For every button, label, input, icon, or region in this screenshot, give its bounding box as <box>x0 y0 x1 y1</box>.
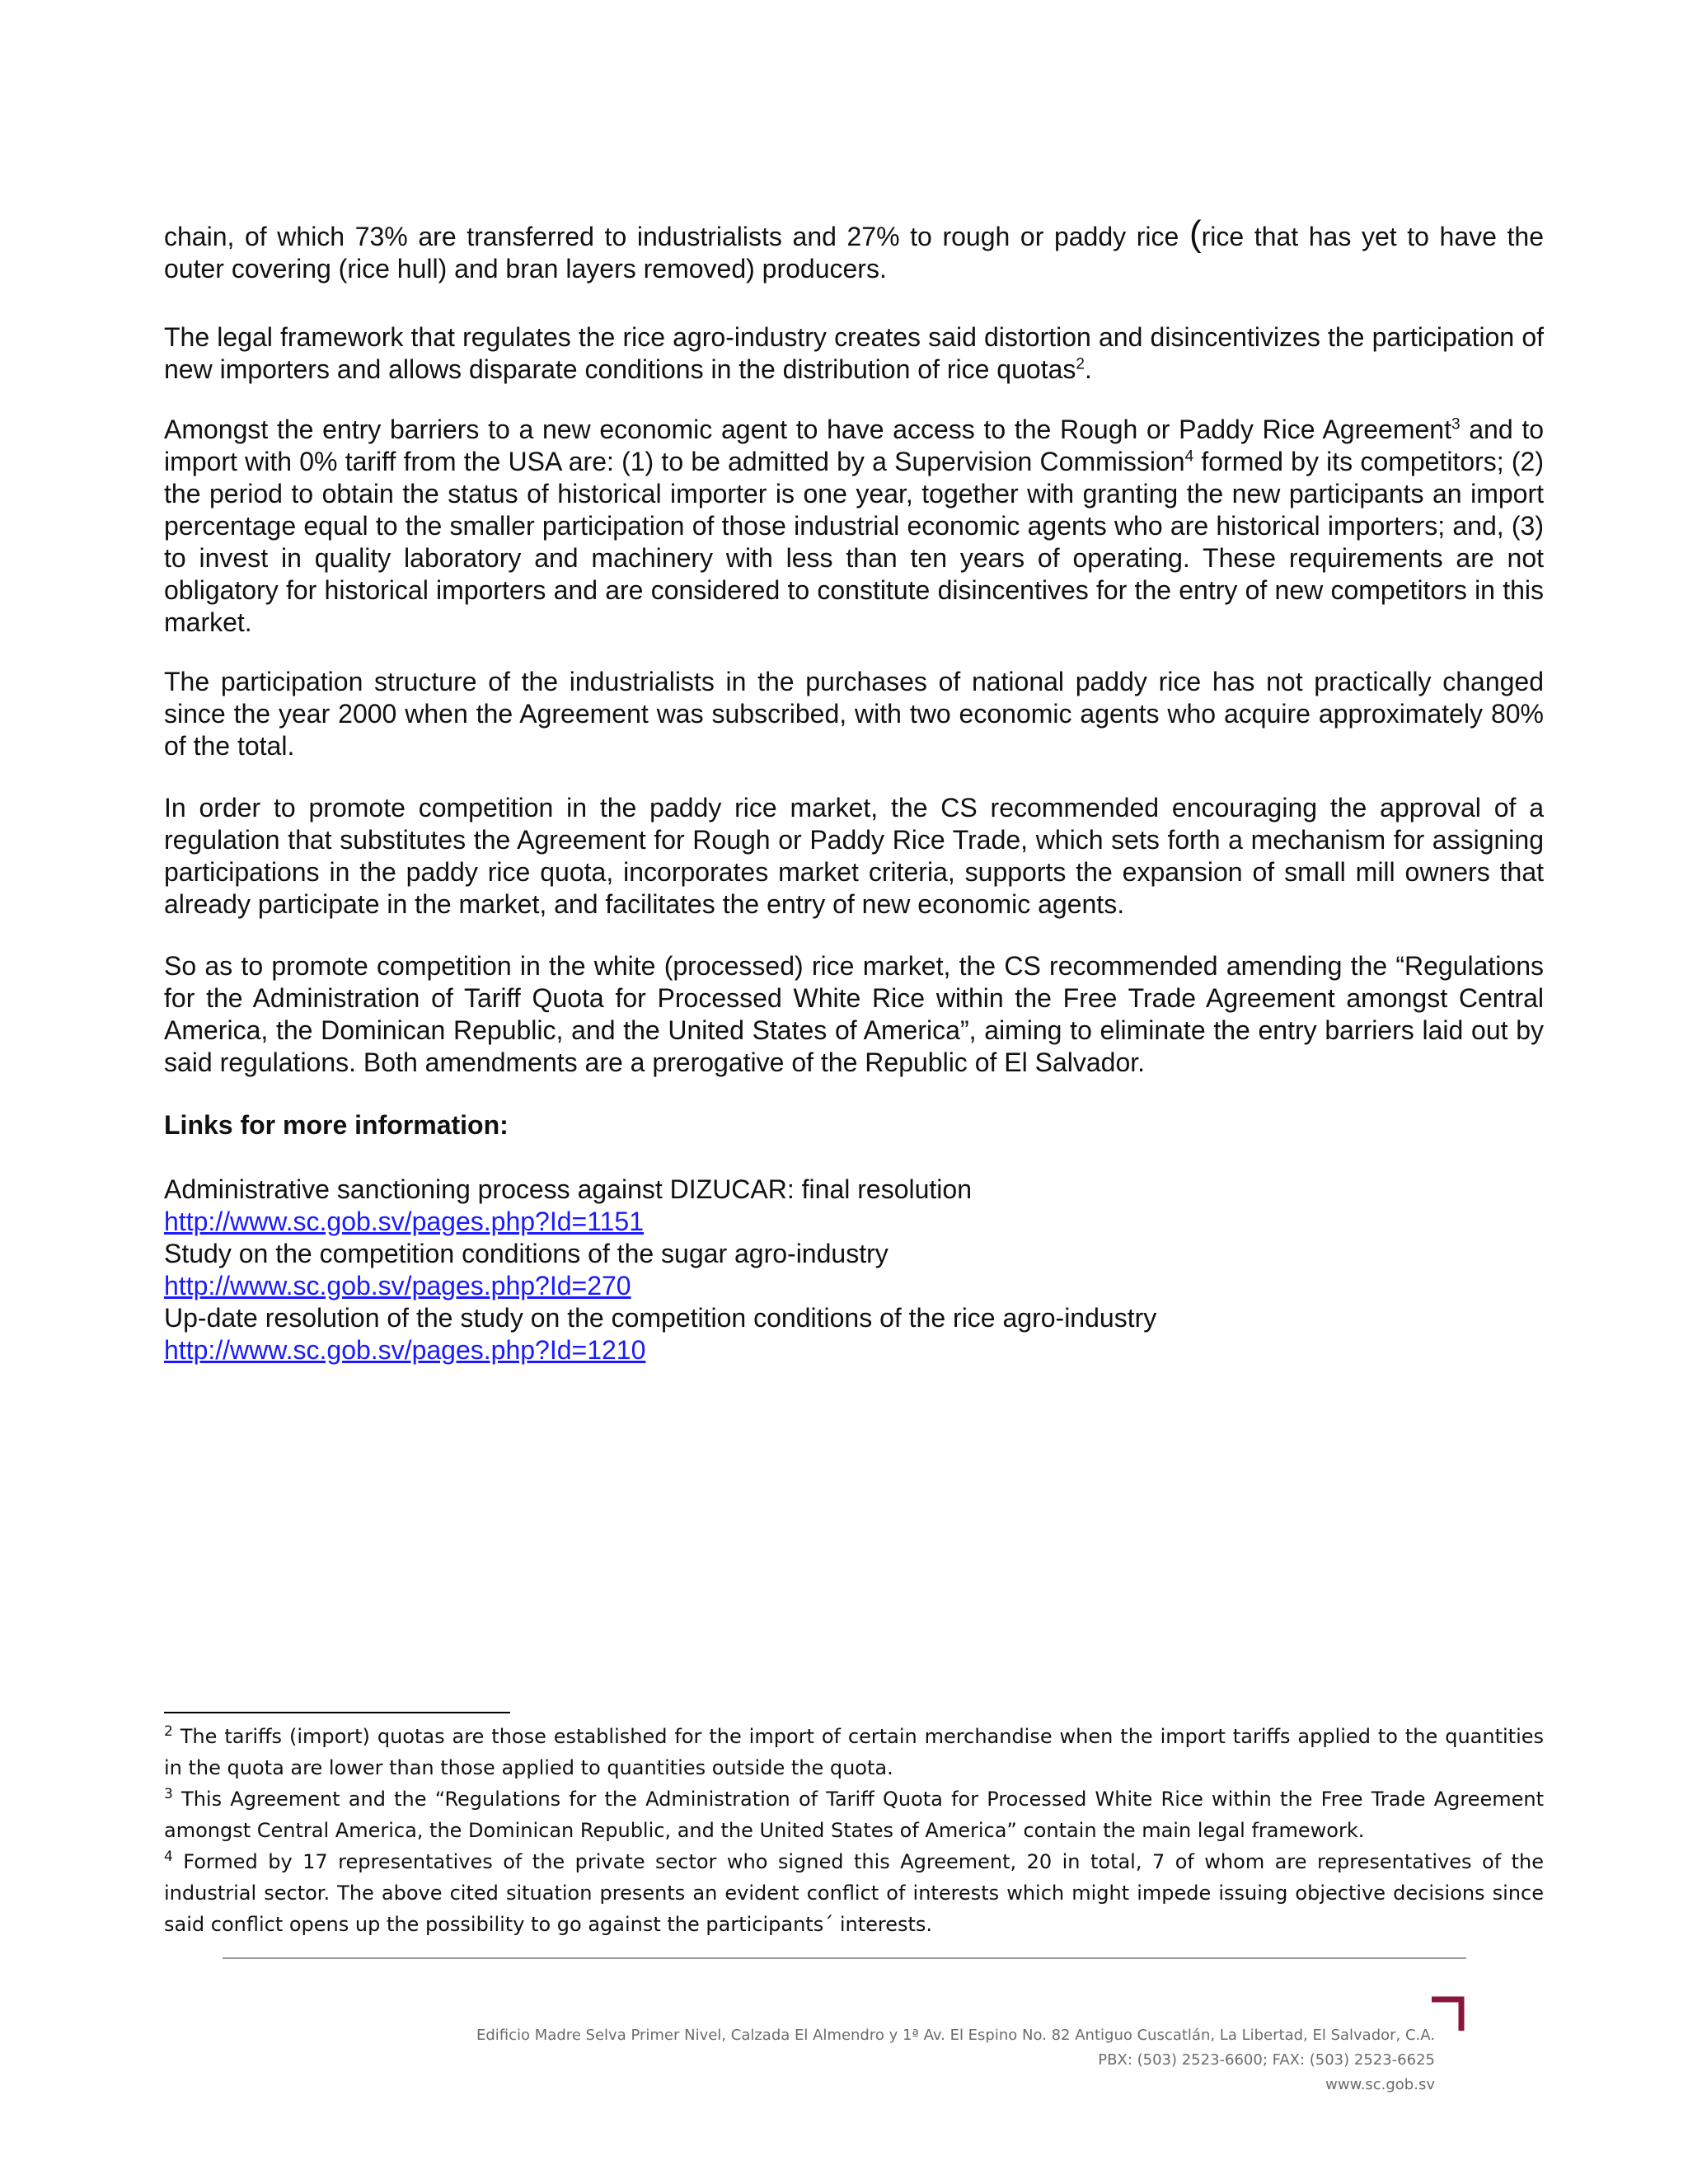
footnote-ref-3[interactable]: 3 <box>1451 415 1461 434</box>
link-sugar-study[interactable]: http://www.sc.gob.sv/pages.php?Id=270 <box>164 1271 631 1301</box>
footnote-2 <box>164 1721 1544 1783</box>
footer-website: www.sc.gob.sv <box>1325 2076 1435 2093</box>
footnote-4 <box>164 1846 1544 1940</box>
footnote-text: The tariffs (import) quotas are those established for the import of certain merchandise when the import tariffs applied to the quantities in the quota are lower than those applied to quantities outside the quota. <box>164 1725 1544 1779</box>
paragraph-text: chain, of which 73% are transferred to industrialists and 27% to rough or paddy rice <box>164 222 1189 251</box>
footnote-number: 2 <box>164 1723 173 1740</box>
paragraph-text: formed by its competitors; (2) the period to obtain the status of historical importer is one year, together with granting the new participants an import percentage equal to the smaller participation of those industrial economic agents who are historical importers; and, (3) to invest in quality laboratory and machinery with less than ten years of operating. These requirements are not obligatory for historical importers and are considered to constitute disincentives for the entry of new competitors in this market. <box>164 447 1545 637</box>
paragraph-participation-structure <box>164 666 1544 762</box>
footnote-separator <box>164 1712 510 1713</box>
paragraph-rice-chain <box>164 213 1545 285</box>
footnotes <box>164 1721 1544 1940</box>
page-footer <box>476 2023 1435 2097</box>
paragraph-text: The participation structure of the industrialists in the purchases of national paddy rice has not practically changed since the year 2000 when the Agreement was subscribed, with two economic agents who acquire approximately 80% of the total. <box>164 667 1544 761</box>
paragraph-text: In order to promote competition in the paddy rice market, the CS recommended encouraging the approval of a regulation that substitutes the Agreement for Rough or Paddy Rice Trade, which sets forth a mechanism for assigning participations in the paddy rice quota, incorporates market criteria, supports the expansion of small mill owners that already participate in the market, and facilitates the entry of new economic agents. <box>164 793 1544 919</box>
footer-address: Edificio Madre Selva Primer Nivel, Calzada El Almendro y 1ª Av. El Espino No. 82 Antiguo Cuscatlán, La Libertad, El Salvador, C.A. <box>476 2027 1435 2044</box>
footer-divider <box>223 1957 1466 1959</box>
paragraph-paddy-rice-recommendation <box>164 792 1544 921</box>
footer-phone: PBX: (503) 2523-6600; FAX: (503) 2523-6625 <box>1098 2051 1435 2069</box>
link-description-dizucar: Administrative sanctioning process against DIZUCAR: final resolution <box>164 1174 972 1204</box>
links-heading: Links for more information: <box>164 1110 509 1140</box>
link-rice-update[interactable]: http://www.sc.gob.sv/pages.php?Id=1210 <box>164 1335 646 1365</box>
paragraph-text: Amongst the entry barriers to a new economic agent to have access to the Rough or Paddy Rice Agreement <box>164 415 1451 444</box>
paragraph-text: The legal framework that regulates the rice agro-industry creates said distortion and disincentivizes the participation of new importers and allows disparate conditions in the distribution of rice quotas <box>164 322 1544 384</box>
paragraph-white-rice-recommendation <box>164 950 1544 1079</box>
link-description-rice-update: Up-date resolution of the study on the competition conditions of the rice agro-industry <box>164 1303 1157 1333</box>
footnote-text: Formed by 17 representatives of the private sector who signed this Agreement, 20 in total, 7 of whom are representatives of the industrial sector. The above cited situation presents an evident conflict of interests which might impede issuing objective decisions since said conflict opens up the possibility to go against the participants´ interests. <box>164 1850 1544 1936</box>
paragraph-text: So as to promote competition in the white (processed) rice market, the CS recommended amending the “Regulations for the Administration of Tariff Quota for Processed White Rice within the Free Trade Agreement amongst Central America, the Dominican Republic, and the United States of America”, aiming to eliminate the entry barriers laid out by said regulations. Both amendments are a prerogative of the Republic of El Salvador. <box>164 951 1544 1077</box>
brand-corner-icon <box>1430 1996 1466 2032</box>
footnote-number: 3 <box>164 1786 173 1802</box>
links-list <box>164 1174 1544 1366</box>
footnote-ref-4[interactable]: 4 <box>1184 448 1194 466</box>
paragraph-entry-barriers <box>164 414 1544 639</box>
paragraph-text: rice that has yet to have the outer covering (rice hull) and bran layers removed) producers. <box>164 222 1545 284</box>
footnote-text: This Agreement and the “Regulations for the Administration of Tariff Quota for Processed White Rice within the Free Trade Agreement amongst Central America, the Dominican Republic, and the United States of America” contain the main legal framework. <box>164 1788 1544 1842</box>
paragraph-text: ( <box>1189 213 1202 254</box>
footnote-number: 4 <box>164 1849 173 1865</box>
paragraph-legal-framework <box>164 321 1544 386</box>
link-description-sugar-study: Study on the competition conditions of the sugar agro-industry <box>164 1239 889 1268</box>
link-dizucar-resolution[interactable]: http://www.sc.gob.sv/pages.php?Id=1151 <box>164 1207 645 1236</box>
paragraph-text: . <box>1084 354 1092 384</box>
footnote-3 <box>164 1783 1544 1846</box>
paragraph-text: and to import with 0% tariff from the USA are: (1) to be admitted by a Supervision Commission <box>164 415 1545 476</box>
footnote-ref-2[interactable]: 2 <box>1076 355 1085 373</box>
links-heading-block <box>164 1109 1544 1141</box>
